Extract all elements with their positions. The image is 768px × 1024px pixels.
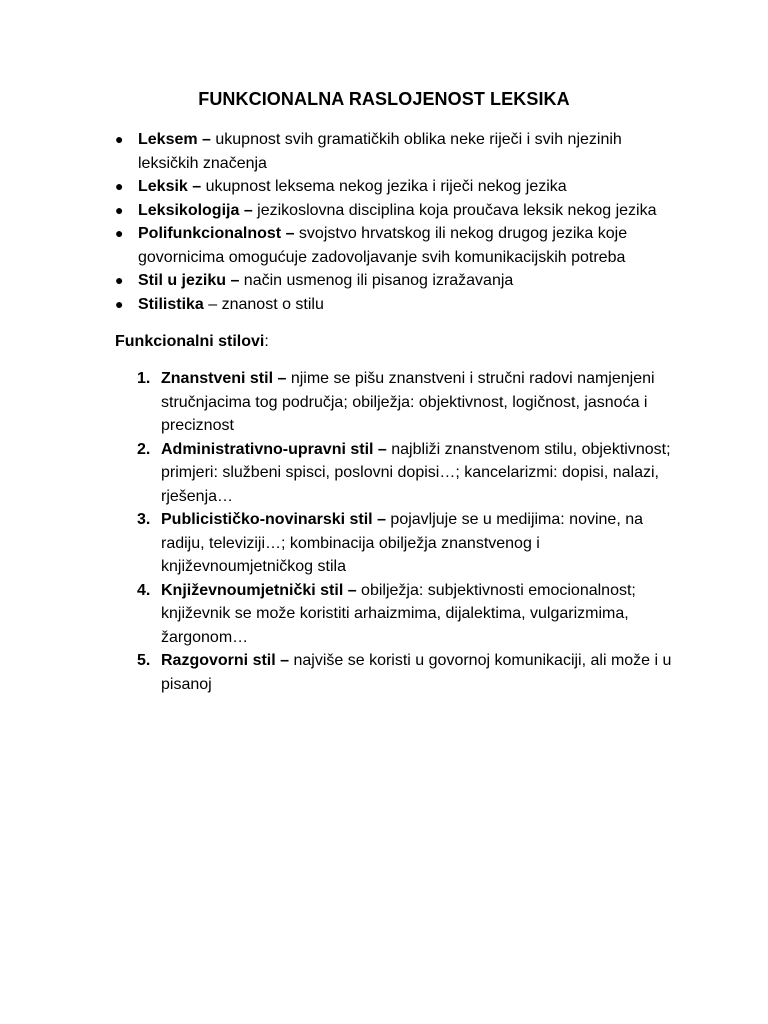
- definition-text: – znanost o stilu: [203, 295, 324, 313]
- page-title: FUNKCIONALNA RASLOJENOST LEKSIKA: [198, 89, 570, 109]
- bullet-icon: ●: [115, 131, 124, 147]
- definition-term: Leksem –: [138, 131, 211, 148]
- definition-term: Stilistika: [138, 295, 204, 313]
- definition-item-polifunkcionalnost: [115, 222, 675, 269]
- section-heading-label: Funkcionalni stilovi: [115, 333, 265, 350]
- bullet-icon: ●: [115, 225, 124, 241]
- style-term: Književnoumjetnički stil –: [161, 581, 357, 599]
- definition-text: ukupnost leksema nekog jezika i riječi nekog jezika: [201, 178, 567, 195]
- definition-item-leksik: [115, 175, 675, 199]
- style-term: Publicističko-novinarski stil –: [161, 511, 386, 528]
- style-term: Razgovorni stil –: [161, 652, 290, 669]
- style-item-administrativno-upravni: [137, 438, 677, 509]
- section-heading: [115, 330, 269, 354]
- list-number: 4.: [137, 581, 151, 599]
- definition-term: Leksikologija –: [138, 201, 253, 219]
- definition-item-leksikologija: [115, 199, 675, 223]
- definition-term: Polifunkcionalnost –: [138, 225, 295, 242]
- definition-list: [115, 128, 675, 316]
- list-number: 1.: [137, 370, 151, 387]
- definition-term: Stil u jeziku –: [138, 272, 240, 289]
- section-heading-colon: :: [264, 333, 269, 350]
- definition-term: Leksik –: [138, 178, 202, 195]
- style-text: obilježja: subjektivnosti emocionalnost; književnik se može koristiti arhaizmima, dijalektima, vulgarizmima, žargonom…: [161, 581, 636, 646]
- style-text: njime se pišu znanstveni i stručni radovi namjenjeni stručnjacima tog područja; obilježja: objektivnost, logičnost, jasnoća i preciznost: [161, 370, 655, 434]
- functional-styles-list: [137, 367, 677, 696]
- bullet-icon: ●: [115, 201, 124, 218]
- style-text: najviše se koristi u govornoj komunikaciji, ali može i u pisanoj: [161, 652, 672, 693]
- definition-text: ukupnost svih gramatičkih oblika neke riječi i svih njezinih leksičkih značenja: [138, 131, 622, 172]
- style-item-razgovorni: [137, 649, 677, 696]
- definition-text: jezikoslovna disciplina koja proučava leksik nekog jezika: [252, 201, 657, 219]
- definition-text: svojstvo hrvatskog ili nekog drugog jezika koje govornicima omogućuje zadovoljavanje svih komunikacijskih potreba: [138, 225, 628, 266]
- list-number: 5.: [137, 652, 151, 669]
- definition-item-leksem: [115, 128, 675, 175]
- bullet-icon: ●: [115, 295, 124, 312]
- style-item-znanstveni: [137, 367, 677, 438]
- bullet-icon: ●: [115, 178, 124, 194]
- style-text: najbliži znanstvenom stilu, objektivnost; primjeri: službeni spisci, poslovni dopisi…; kancelarizmi: dopisi, nalazi, rješenja…: [161, 440, 671, 505]
- definition-item-stilistika: [115, 293, 675, 317]
- bullet-icon: ●: [115, 272, 124, 288]
- style-item-knjizevnoumjetnicki: [137, 579, 677, 650]
- style-term: Znanstveni stil –: [161, 370, 287, 387]
- style-term: Administrativno-upravni stil –: [161, 440, 387, 458]
- list-number: 2.: [137, 440, 151, 458]
- definition-text: način usmenog ili pisanog izražavanja: [239, 272, 514, 289]
- style-item-publicisticko-novinarski: [137, 508, 677, 579]
- list-number: 3.: [137, 511, 151, 528]
- style-text: pojavljuje se u medijima: novine, na radiju, televiziji…; kombinacija obilježja znanstvenog i književnoumjetničkog stila: [161, 511, 643, 575]
- definition-item-stil-u-jeziku: [115, 269, 675, 293]
